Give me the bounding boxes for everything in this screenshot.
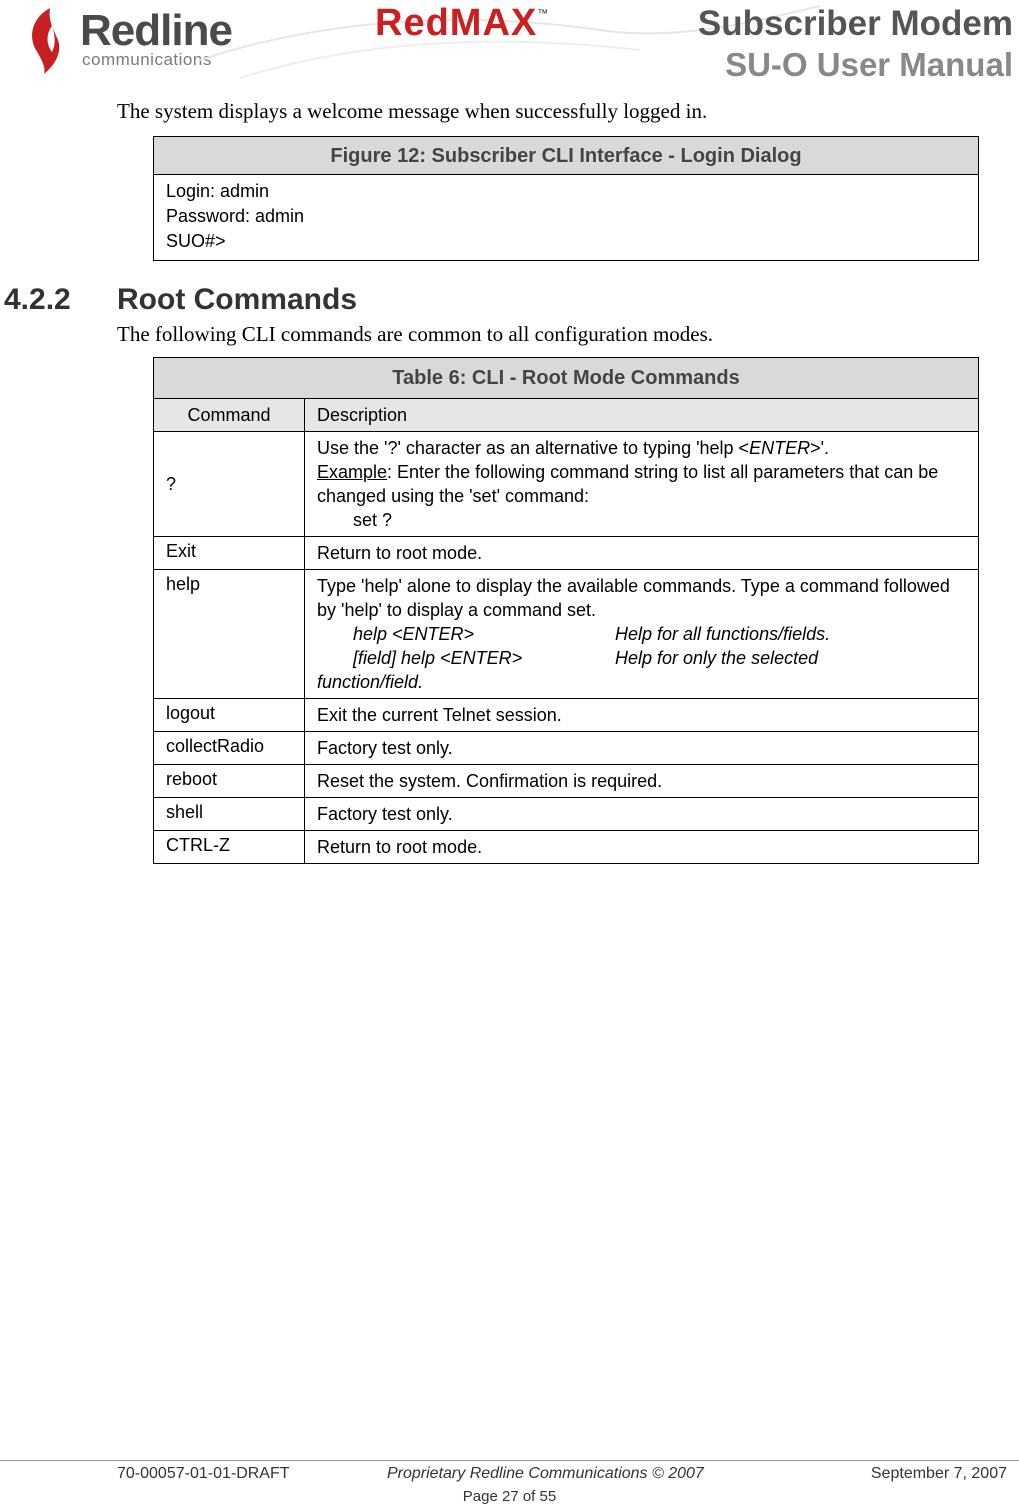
footer-page-number: Page 27 of 55 xyxy=(462,1488,557,1505)
command-cell: CTRL-Z xyxy=(154,831,305,864)
enter-key-text: ENTER xyxy=(749,438,811,458)
command-cell: Exit xyxy=(154,537,305,570)
description-cell: Reset the system. Confirmation is required. xyxy=(305,765,979,798)
help-example-2 xyxy=(317,646,970,670)
example-line xyxy=(317,460,970,508)
figure-caption: Figure 12: Subscriber CLI Interface - Login Dialog xyxy=(154,137,978,175)
footer-date: September 7, 2007 xyxy=(870,1465,1007,1482)
command-cell: ? xyxy=(154,432,305,537)
table-row xyxy=(154,699,979,732)
command-cell: shell xyxy=(154,798,305,831)
footer-proprietary: Proprietary Redline Communications © 2007 xyxy=(387,1465,704,1482)
figure-line: Password: admin xyxy=(166,206,305,226)
help-example-1 xyxy=(317,622,970,646)
command-cell: reboot xyxy=(154,765,305,798)
section-title: Root Commands xyxy=(117,283,357,316)
manual-title-line2: SU-O User Manual xyxy=(725,46,1013,83)
text-fragment: Use the '?' character as an alternative to typing 'help < xyxy=(317,438,750,458)
example-command: [field] help <ENTER> xyxy=(353,648,523,668)
example-label: Example xyxy=(317,462,388,482)
table-row xyxy=(154,798,979,831)
example-desc: Help for only the selected xyxy=(615,648,819,668)
footer-doc-id: 70-00057-01-01-DRAFT xyxy=(117,1465,290,1482)
description-cell xyxy=(305,570,979,699)
table-row xyxy=(154,570,979,699)
column-header-command: Command xyxy=(154,399,305,432)
figure-body xyxy=(154,175,978,260)
redline-flame-icon xyxy=(22,4,82,76)
description-cell: Return to root mode. xyxy=(305,831,979,864)
table-row xyxy=(154,831,979,864)
command-cell: help xyxy=(154,570,305,699)
footer-divider xyxy=(0,1460,1019,1461)
help-example-2-cont: function/field. xyxy=(317,672,424,692)
section-heading xyxy=(4,283,357,317)
section-number: 4.2.2 xyxy=(4,283,71,316)
login-dialog-figure xyxy=(153,136,979,261)
command-cell: collectRadio xyxy=(154,732,305,765)
example-text: : Enter the following command string to list all parameters that can be changed using the 'set' command: xyxy=(317,462,939,506)
help-description: Type 'help' alone to display the available commands. Type a command followed by 'help' to display a command set. xyxy=(317,576,950,620)
figure-line: Login: admin xyxy=(166,181,270,201)
figure-line: SUO#> xyxy=(166,231,226,251)
trademark-symbol: ™ xyxy=(537,8,550,20)
table-caption: Table 6: CLI - Root Mode Commands xyxy=(154,358,979,399)
manual-title-line1: Subscriber Modem xyxy=(697,4,1013,43)
description-cell: Exit the current Telnet session. xyxy=(305,699,979,732)
description-cell xyxy=(305,432,979,537)
column-header-description: Description xyxy=(305,399,979,432)
intro-paragraph: The system displays a welcome message when successfully logged in. xyxy=(117,99,708,123)
description-line xyxy=(317,436,970,460)
description-cell: Factory test only. xyxy=(305,798,979,831)
example-command: help <ENTER> xyxy=(353,624,475,644)
command-cell: logout xyxy=(154,699,305,732)
table-row xyxy=(154,765,979,798)
text-fragment: >'. xyxy=(810,438,830,458)
logo-subtext: communications xyxy=(82,50,212,69)
description-cell: Factory test only. xyxy=(305,732,979,765)
section-intro: The following CLI commands are common to all configuration modes. xyxy=(117,322,714,346)
brand-max: MAX xyxy=(449,2,538,44)
example-command: set ? xyxy=(353,510,393,530)
table-row xyxy=(154,732,979,765)
table-header-row xyxy=(154,399,979,432)
description-cell: Return to root mode. xyxy=(305,537,979,570)
table-row xyxy=(154,432,979,537)
root-commands-table xyxy=(153,357,979,864)
redmax-brand xyxy=(375,2,549,45)
page-header xyxy=(0,0,1019,90)
table-row xyxy=(154,537,979,570)
example-desc: Help for all functions/fields. xyxy=(615,624,831,644)
brand-red: Red xyxy=(375,2,450,44)
logo-wordmark: Redline xyxy=(80,6,232,55)
